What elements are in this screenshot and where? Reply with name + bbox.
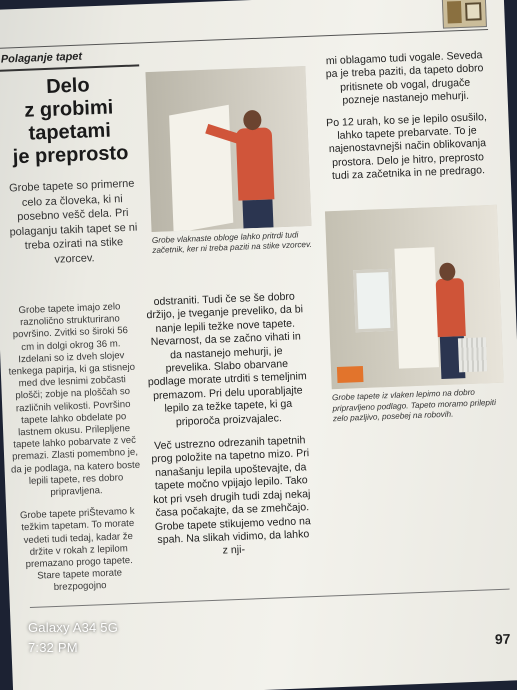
photo-man-on-ladder — [325, 205, 504, 389]
paragraph: Več ustrezno odrezanih tapetnih prog položite na tapetno mizo. Pri nanašanju lepila upoštevajte, da tapete močno vpijajo lepilo. Tako kot pri vseh drugih tudi zdaj nekaj časa počakajte, da se zmehčajo. Grobe tapete stikujemo vedno na spah. Na slikah vidimo, da lahko z nji- — [151, 434, 312, 557]
wallpaper-roll-icon — [442, 0, 487, 29]
paragraph: Po 12 urah, ko se je lepilo osušilo, lahko tapete prebarvate. To je najenostavnejši način oblikovanja prostora. Delo je hitro, preprosto tudi za začetnika in ne predrago. — [325, 110, 488, 183]
photo-caption-top: Grobe vlaknaste obloge lahko pritrdi tudi začetnik, ker ni treba paziti na stike vzorcev. — [151, 230, 312, 256]
paragraph: mi oblagamo tudi vogale. Seveda pa je treba paziti, da tapeto dobro pritisnete ob vogal, drugače pozneje nastanejo mehurji. — [325, 49, 484, 107]
page-number: 97 — [494, 630, 511, 648]
camera-watermark-device: Galaxy A34 5G — [28, 620, 119, 635]
photo-caption-bottom: Grobe tapete iz vlaken lepimo na dobro pripravljeno podlago. Tapeto moramo prilepiti zelo pazljivo, posebej na robovih. — [331, 387, 497, 424]
section-rule — [0, 64, 139, 71]
photo-man-hanging-wallpaper — [145, 66, 311, 232]
text-column-middle — [144, 290, 314, 571]
text-column-left — [4, 301, 145, 606]
header-rule — [0, 29, 488, 49]
intro-paragraph: Grobe tapete so primerne celo za človeka, ki ni posebno vešč dela. Pri polaganju takih tapet se ni treba ozirati na stike vzorcev. — [8, 177, 138, 266]
text-column-right — [319, 49, 494, 192]
headline-line: tapetami — [28, 119, 112, 145]
headline-line: je preprosto — [12, 141, 129, 169]
headline-line: Delo — [45, 74, 91, 98]
headline — [0, 72, 141, 169]
camera-watermark-time: 7:32 PM — [28, 640, 78, 655]
section-title: Polaganje tapet — [0, 50, 83, 66]
paragraph: Grobe tapete priŠtevamo k težkim tapetam. To morate vedeti tudi tedaj, kadar že držite v rokah z lepilom premazano progo tapete. Stare tapete morate brezpogojno — [19, 506, 135, 594]
paragraph: odstraniti. Tudi če se še dobro držijo, je tveganje preveliko, da bi nanje lepili težke nove tapete. Nevarnost, da se začno vihati in da nastanejo mehurji, je prevelika. Slabo obarvane podlage morate utrditi s temeljnim premazom. Pri delu uporabljajte lepilo za težke tapete, ki ga priporoča proizvajalec. — [146, 290, 307, 428]
paragraph: Grobe tapete imajo zelo raznolično strukturirano površino. Zvitki so široki 56 cm in dolgi okrog 36 m. Izdelani so iz dveh slojev tenkega papirja, ki ga stisnejo med dve lesnimi zobčasti plošči; zobje na ploščah so različnih velikosti. Površino tapete lahko obdelate po lastnem okusu. Prilepljene tapete lahko pobarvate z več premazi. Zlasti pomembno je, da je podlaga, na katero boste lepili tapete, res dobro pripravljena. — [8, 301, 141, 499]
headline-line: z grobimi — [23, 96, 114, 122]
